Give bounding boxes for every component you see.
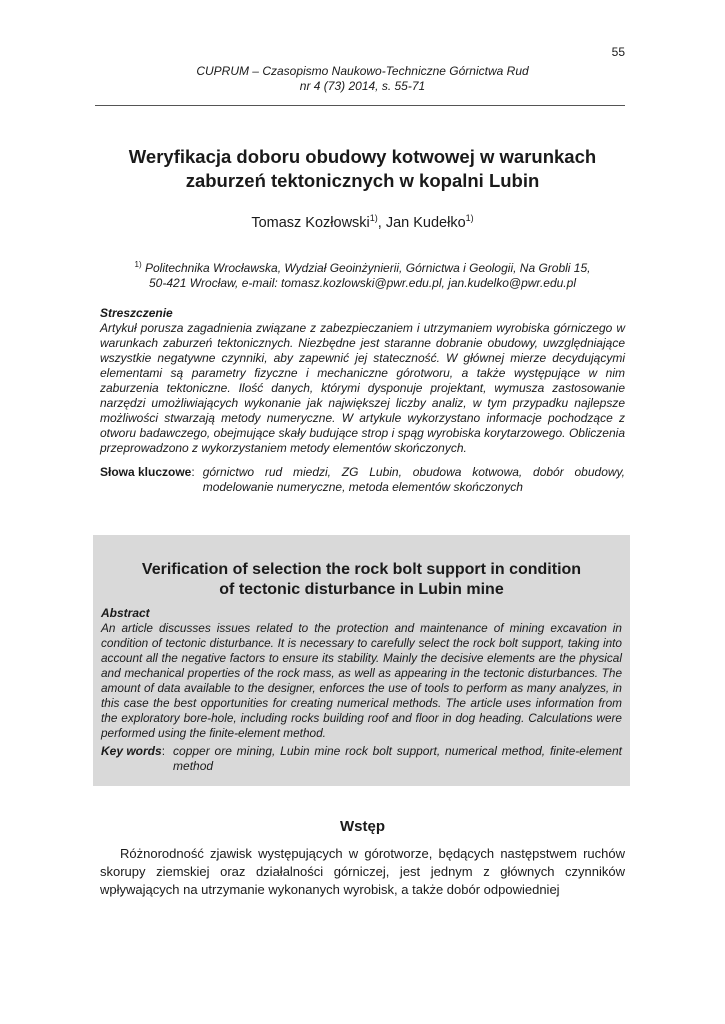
affiliation (110, 257, 615, 291)
english-abstract-box (93, 535, 630, 786)
author-2: Jan Kudełko (385, 215, 466, 231)
header-divider (95, 105, 625, 106)
page-number: 55 (611, 45, 625, 59)
abstract-label: Abstract (101, 606, 150, 620)
polish-abstract (100, 306, 625, 495)
journal-header (0, 64, 725, 94)
title-line-2: zaburzeń tektonicznych w kopalni Lubin (185, 170, 540, 191)
english-title-line-1: Verification of selection the rock bolt support in condition (141, 561, 582, 578)
english-keywords: Key words : copper ore mining, Lubin mine rock bolt support, numerical method, finite-element method (101, 744, 622, 773)
english-abstract (101, 606, 622, 774)
affiliation-line-1: Politechnika Wrocławska, Wydział Geoinżynierii, Górnictwa i Geologii, Na Grobli 15, (141, 261, 591, 275)
author-separator: , (377, 215, 386, 231)
affiliation-mark: 1) (134, 260, 142, 269)
slowa-kluczowe-label: Słowa kluczowe (100, 465, 192, 479)
journal-name: CUPRUM – Czasopismo Naukowo-Techniczne Górnictwa Rud (196, 64, 529, 78)
streszczenie-label: Streszczenie (100, 306, 173, 320)
polish-keywords: Słowa kluczowe : górnictwo rud miedzi, ZG Lubin, obudowa kotwowa, dobór obudowy, modelowanie numeryczne, metoda elementów skończonych (100, 465, 625, 494)
abstract-text: An article discusses issues related to the protection and maintenance of mining excavation in condition of tectonic disturbance. It is necessary to carefully select the rock bolt support, taking into account all the negative factors to ensure its stability. Mainly the decisive elements are the physical and mechanical properties of the rock mass, as well as appearing in the tectonic disturbances. The amount of data available to the designer, enforces the use of tools to perform as many analyzes, in this case the best opportunities for creating numerical methods. The article uses information from the exploratory bore-hole, including rocks building roof and floor in dog heading. Calculations were performed using the finite-element method. (101, 621, 622, 740)
slowa-kluczowe-text: górnictwo rud miedzi, ZG Lubin, obudowa kotwowa, dobór obudowy, modelowanie numeryczne, metoda elementów skończonych (202, 465, 625, 494)
author-1-affiliation-mark: 1) (369, 213, 378, 223)
author-1: Tomasz Kozłowski (251, 215, 370, 231)
title-line-1: Weryfikacja doboru obudowy kotwowej w warunkach (128, 146, 597, 167)
key-words-label: Key words (101, 744, 162, 758)
author-2-affiliation-mark: 1) (465, 213, 474, 223)
key-words-text: copper ore mining, Lubin mine rock bolt support, numerical method, finite-element method (173, 744, 622, 773)
streszczenie-text: Artykuł porusza zagadnienia związane z zabezpieczaniem i utrzymaniem wyrobiska górniczego w warunkach zaburzeń tektonicznych. Niezbędne jest staranne dobranie obudowy, uwzględniające wszystkie negatywne czynniki, aby zapewnić jej stateczność. W głównej mierze decydującymi elementami są parametry fizyczne i mechaniczne górotworu, a także występujące w nim zaburzenia tektoniczne. Ilość danych, którymi dysponuje projektant, wymusza zastosowanie narzędzi umożliwiających wykonanie jak największej liczby analiz, w tym przypadku najlepsze możliwości stwarzają metody numeryczne. W artykule wykorzystano informacje pochodzące z otworu badawczego, obejmujące skały budujące strop i spąg wyrobiska korytarzowego. Obliczenia przeprowadzono z wykorzystaniem metody elementów skończonych. (100, 321, 625, 455)
intro-paragraph: Różnorodność zjawisk występujących w górotworze, będących następstwem ruchów skorupy ziemskiej oraz działalności górniczej, jest jednym z głównych czynników wpływających na utrzymanie wykonanych wyrobisk, a także dobór odpowiedniej (100, 846, 625, 897)
journal-issue: nr 4 (73) 2014, s. 55-71 (299, 79, 426, 93)
section-heading-wstep: Wstęp (340, 818, 385, 835)
paper-title (95, 145, 630, 193)
english-title-line-2: of tectonic disturbance in Lubin mine (219, 581, 504, 598)
english-title (93, 560, 630, 600)
authors (0, 213, 725, 231)
affiliation-line-2: 50-421 Wrocław, e-mail: tomasz.kozlowski@pwr.edu.pl, jan.kudelko@pwr.edu.pl (149, 276, 576, 290)
